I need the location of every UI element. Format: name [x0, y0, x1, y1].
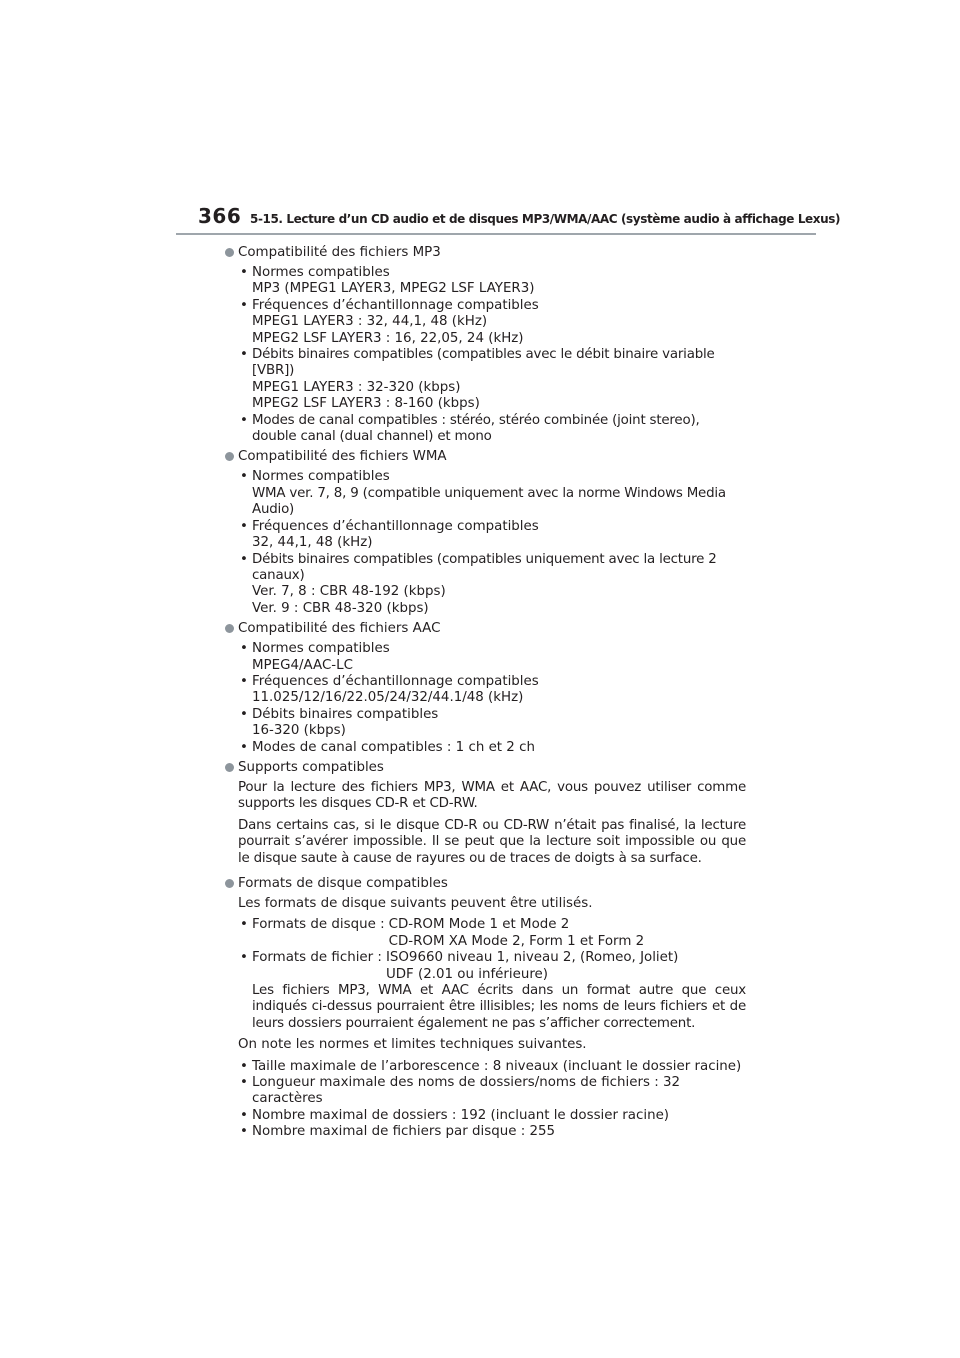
page-content: [224, 244, 746, 1141]
item-value: MPEG2 LSF LAYER3 : 16, 22,05, 24 (kHz): [252, 330, 524, 346]
item-value: 16-320 (kbps): [252, 723, 346, 739]
item-value: UDF (2.01 ou inférieure): [385, 966, 549, 982]
list-item: [238, 347, 746, 413]
section-heading: [224, 244, 746, 262]
item-label: • Normes compatibles: [252, 265, 390, 280]
list-item: • Nombre maximal de fichiers par disque : 255: [238, 1124, 746, 1140]
note-text: Les fichiers MP3, WMA et AAC écrits dans un format autre que ceux indiqués ci-dessus pourraient être illisibles; les noms de leurs fichiers et de leurs dossiers pourraient également ne pas s’afficher correctement.: [252, 983, 746, 1031]
list-item: [238, 552, 746, 618]
item-value: Ver. 9 : CBR 48-320 (kbps): [252, 600, 429, 616]
list-item: [238, 469, 746, 518]
format-list: [224, 917, 746, 1032]
spec-list: [224, 265, 746, 445]
circle-bullet-icon: [225, 624, 234, 633]
item-value: CD-ROM XA Mode 2, Form 1 et Form 2: [388, 933, 645, 949]
list-item: [238, 265, 746, 298]
item-value: Ver. 7, 8 : CBR 48-192 (kbps): [252, 584, 446, 600]
page-number: 366: [198, 204, 242, 228]
section-heading: [224, 448, 746, 466]
list-item: [238, 950, 746, 1032]
item-label: • Modes de canal compatibles : stéréo, stéréo combinée (joint stereo), double canal (dual channel) et mono: [252, 412, 700, 445]
section-heading: [224, 875, 746, 893]
heading-text: Compatibilité des fichiers MP3: [238, 245, 441, 260]
paragraph: Dans certains cas, si le disque CD-R ou CD-RW n’était pas finalisé, la lecture pourrait s’avérer impossible. Il se peut que la lecture soit impossible ou que le disque saute à cause de rayures ou de traces de doigts à sa surface.: [238, 817, 746, 866]
list-item: [238, 917, 746, 950]
item-label: • Formats de disque :: [252, 917, 385, 933]
heading-text: Compatibilité des fichiers AAC: [238, 621, 441, 637]
list-item: [238, 413, 746, 446]
item-value: MPEG1 LAYER3 : 32-320 (kbps): [252, 379, 461, 395]
section-heading: [224, 759, 746, 777]
section-title: 5-15. Lecture d’un CD audio et de disques MP3/WMA/AAC (système audio à affichage Lexus): [250, 212, 841, 226]
list-item: • Taille maximale de l’arborescence : 8 niveaux (incluant le dossier racine): [238, 1059, 746, 1075]
item-label: • Formats de fichier :: [252, 950, 382, 966]
section-formats: [224, 875, 746, 1141]
list-item: [238, 641, 746, 674]
circle-bullet-icon: [225, 452, 234, 461]
item-label: • Normes compatibles: [252, 641, 390, 657]
item-label: • Modes de canal compatibles : 1 ch et 2 ch: [252, 739, 535, 755]
spec-list: [224, 469, 746, 617]
item-label: • Fréquences d’échantillonnage compatibles: [252, 518, 539, 534]
paragraph: On note les normes et limites techniques suivantes.: [238, 1037, 587, 1053]
item-value: MPEG2 LSF LAYER3 : 8-160 (kbps): [252, 396, 480, 412]
list-item: [238, 674, 746, 707]
list-item: [238, 519, 746, 552]
item-value: WMA ver. 7, 8, 9 (compatible uniquement avec la norme Windows Media Audio): [252, 485, 726, 518]
item-value: 32, 44,1, 48 (kHz): [252, 535, 373, 551]
list-item: • Longueur maximale des noms de dossiers/noms de fichiers : 32 caractères: [238, 1075, 746, 1108]
heading-text: Compatibilité des fichiers WMA: [238, 449, 447, 465]
spec-list: [224, 641, 746, 756]
paragraph: Pour la lecture des fichiers MP3, WMA et AAC, vous pouvez utiliser comme supports les disques CD-R et CD-RW.: [238, 779, 746, 812]
section-wma: [224, 448, 746, 617]
section-heading: [224, 620, 746, 638]
circle-bullet-icon: [225, 879, 234, 888]
item-value: MPEG4/AAC-LC: [252, 657, 353, 673]
paragraph: Les formats de disque suivants peuvent être utilisés.: [238, 896, 593, 911]
heading-text: Supports compatibles: [238, 759, 384, 775]
section-aac: [224, 620, 746, 756]
list-item: [238, 707, 746, 740]
header-divider: [176, 233, 816, 235]
item-label: • Débits binaires compatibles (compatibles avec le débit binaire variable [VBR]): [252, 347, 715, 379]
item-value: MPEG1 LAYER3 : 32, 44,1, 48 (kHz): [252, 314, 488, 330]
circle-bullet-icon: [225, 248, 234, 257]
item-label: • Débits binaires compatibles: [252, 706, 439, 722]
item-label: • Normes compatibles: [252, 469, 390, 485]
limits-list: [224, 1059, 746, 1141]
section-mp3: [224, 244, 746, 445]
item-value: CD-ROM Mode 1 et Mode 2: [388, 917, 570, 933]
heading-text: Formats de disque compatibles: [238, 876, 448, 891]
circle-bullet-icon: [225, 763, 234, 772]
item-value: 11.025/12/16/22.05/24/32/44.1/48 (kHz): [252, 690, 524, 706]
item-label: • Fréquences d’échantillonnage compatibles: [252, 297, 539, 313]
item-value: MP3 (MPEG1 LAYER3, MPEG2 LSF LAYER3): [252, 281, 535, 297]
item-label: • Débits binaires compatibles (compatibles uniquement avec la lecture 2 canaux): [252, 551, 717, 583]
list-item: [238, 740, 746, 756]
page-header: [198, 204, 841, 234]
list-item: [238, 298, 746, 347]
list-item: • Nombre maximal de dossiers : 192 (incluant le dossier racine): [238, 1108, 746, 1124]
item-label: • Fréquences d’échantillonnage compatibles: [252, 673, 539, 689]
item-value: ISO9660 niveau 1, niveau 2, (Romeo, Joliet): [385, 950, 679, 966]
section-supports: [224, 759, 746, 867]
